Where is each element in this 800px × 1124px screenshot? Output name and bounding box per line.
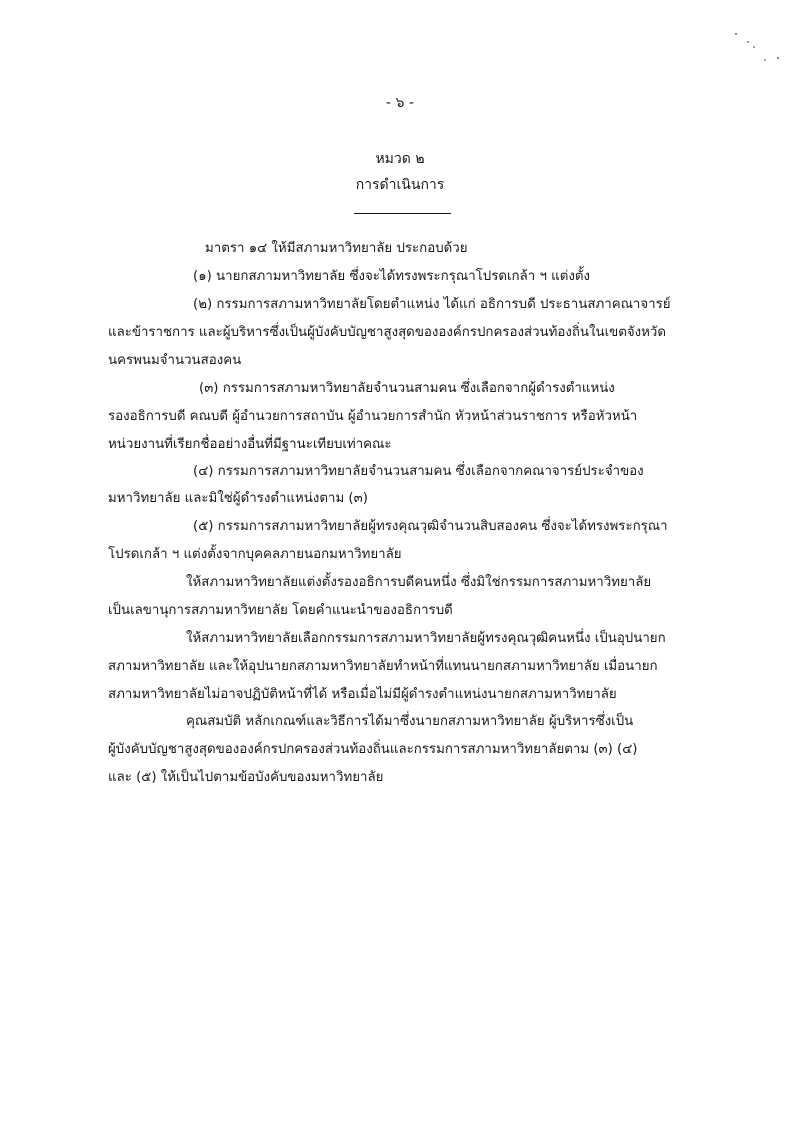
section-14-intro: มาตรา ๑๔ ให้มีสภามหาวิทยาลัย ประกอบด้วย — [205, 241, 468, 256]
item-3-cont-2: หน่วยงานที่เรียกชื่ออย่างอื่นที่มีฐานะเทียบเท่าคณะ — [108, 437, 392, 452]
item-4: (๔) กรรมการสภามหาวิทยาลัยจำนวนสามคน ซึ่งเลือกจากคณาจารย์ประจำของ — [193, 464, 644, 479]
item-1: (๑) นายกสภามหาวิทยาลัย ซึ่งจะได้ทรงพระกรุณาโปรดเกล้า ฯ แต่งตั้ง — [193, 269, 590, 284]
secretary-paragraph-cont: เป็นเลขานุการสภามหาวิทยาลัย โดยคำแนะนำของอธิการบดี — [108, 603, 453, 618]
item-2-cont-1: และข้าราชการ และผู้บริหารซึ่งเป็นผู้บังคับบัญชาสูงสุดขององค์กรปกครองส่วนท้องถิ่นในเขตจังหวัด — [108, 325, 667, 340]
scan-specks — [730, 30, 790, 70]
item-2: (๒) กรรมการสภามหาวิทยาลัยโดยตำแหน่ง ได้แก่ อธิการบดี ประธานสภาคณาจารย์ — [193, 297, 671, 312]
qualifications-paragraph-cont-1: ผู้บังคับบัญชาสูงสุดขององค์กรปกครองส่วนท้องถิ่นและกรรมการสภามหาวิทยาลัยตาม (๓) (๔) — [108, 742, 638, 757]
chapter-heading: หมวด ๒ — [375, 151, 425, 167]
vice-chair-paragraph: ให้สภามหาวิทยาลัยเลือกกรรมการสภามหาวิทยาลัยผู้ทรงคุณวุฒิคนหนึ่ง เป็นอุปนายก — [186, 631, 666, 646]
qualifications-paragraph-cont-2: และ (๕) ให้เป็นไปตามข้อบังคับของมหาวิทยาลัย — [108, 770, 384, 785]
secretary-paragraph: ให้สภามหาวิทยาลัยแต่งตั้งรองอธิการบดีคนหนึ่ง ซึ่งมิใช่กรรมการสภามหาวิทยาลัย — [186, 575, 652, 590]
qualifications-paragraph: คุณสมบัติ หลักเกณฑ์และวิธีการได้มาซึ่งนายกสภามหาวิทยาลัย ผู้บริหารซึ่งเป็น — [186, 714, 634, 729]
item-3: (๓) กรรมการสภามหาวิทยาลัยจำนวนสามคน ซึ่งเลือกจากผู้ดำรงตำแหน่ง — [199, 381, 615, 396]
item-5-cont: โปรดเกล้า ฯ แต่งตั้งจากบุคคลภายนอกมหาวิทยาลัย — [108, 547, 402, 562]
item-2-cont-2: นครพนมจำนวนสองคน — [108, 353, 242, 368]
vice-chair-paragraph-cont-1: สภามหาวิทยาลัย และให้อุปนายกสภามหาวิทยาลัยทำหน้าที่แทนนายกสภามหาวิทยาลัย เมื่อนายก — [108, 659, 658, 674]
chapter-title: การดำเนินการ — [355, 177, 445, 193]
item-5: (๕) กรรมการสภามหาวิทยาลัยผู้ทรงคุณวุฒิจำนวนสิบสองคน ซึ่งจะได้ทรงพระกรุณา — [193, 519, 668, 534]
page-number: - ๖ - — [386, 95, 414, 111]
heading-divider — [354, 213, 451, 214]
item-4-cont: มหาวิทยาลัย และมิใช่ผู้ดำรงตำแหน่งตาม (๓) — [108, 491, 368, 506]
vice-chair-paragraph-cont-2: สภามหาวิทยาลัยไม่อาจปฏิบัติหน้าที่ได้ หรือเมื่อไม่มีผู้ดำรงตำแหน่งนายกสภามหาวิทยาลัย — [108, 687, 617, 702]
item-3-cont-1: รองอธิการบดี คณบดี ผู้อำนวยการสถาบัน ผู้อำนวยการสำนัก หัวหน้าส่วนราชการ หรือหัวหน้า — [108, 409, 638, 424]
